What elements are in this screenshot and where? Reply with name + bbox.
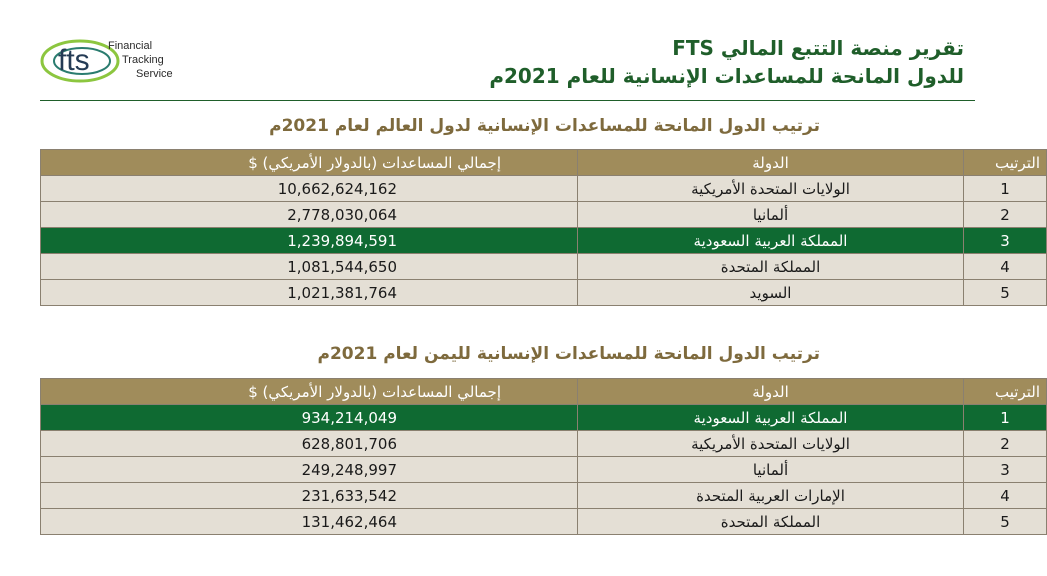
rank-cell: 1 (964, 176, 1047, 202)
table-row-highlighted (41, 228, 1047, 254)
rank-cell: 5 (964, 509, 1047, 535)
country-cell: ألمانيا (578, 457, 964, 483)
table-row (41, 483, 1047, 509)
amount-cell: 1,239,894,591 (41, 228, 578, 254)
amount-cell: 2,778,030,064 (41, 202, 578, 228)
rank-cell: 5 (964, 280, 1047, 306)
report-title-line1: تقرير منصة التتبع المالي FTS (672, 36, 964, 60)
amount-cell: 10,662,624,162 (41, 176, 578, 202)
table-row-highlighted (41, 405, 1047, 431)
table-row (41, 457, 1047, 483)
rank-cell: 4 (964, 254, 1047, 280)
amount-cell: 1,021,381,764 (41, 280, 578, 306)
table-row (41, 254, 1047, 280)
table-row (41, 280, 1047, 306)
amount-cell: 628,801,706 (41, 431, 578, 457)
table-row (41, 431, 1047, 457)
yemen-ranking-table (40, 378, 1047, 535)
amount-cell: 1,081,544,650 (41, 254, 578, 280)
rank-header: الترتيب (964, 379, 1047, 405)
amount-cell: 934,214,049 (41, 405, 578, 431)
rank-cell: 3 (964, 228, 1047, 254)
header-divider (40, 100, 975, 101)
report-title-line2: للدول المانحة للمساعدات الإنسانية للعام 2021م (489, 64, 964, 88)
country-header: الدولة (578, 150, 964, 176)
country-cell: الولايات المتحدة الأمريكية (578, 431, 964, 457)
country-cell: المملكة العربية السعودية (578, 405, 964, 431)
world-section-title: ترتيب الدول المانحة للمساعدات الإنسانية لدول العالم لعام 2021م (269, 116, 820, 136)
logo-mark-text: fts (58, 44, 90, 77)
country-cell: المملكة المتحدة (578, 254, 964, 280)
amount-cell: 249,248,997 (41, 457, 578, 483)
country-cell: السويد (578, 280, 964, 306)
country-cell: الولايات المتحدة الأمريكية (578, 176, 964, 202)
logo-wordmark (108, 39, 173, 81)
table-row (41, 509, 1047, 535)
table-header-row (41, 150, 1047, 176)
rank-cell: 4 (964, 483, 1047, 509)
logo-line-tracking: Tracking (122, 54, 164, 66)
logo-line-service: Service (136, 68, 173, 80)
world-ranking-table (40, 149, 1047, 306)
table-header-row (41, 379, 1047, 405)
table-row (41, 176, 1047, 202)
report-title (364, 34, 964, 90)
country-cell: ألمانيا (578, 202, 964, 228)
amount-header: إجمالي المساعدات (بالدولار الأمريكي) $ (41, 150, 578, 176)
country-header: الدولة (578, 379, 964, 405)
rank-cell: 2 (964, 202, 1047, 228)
country-cell: المملكة العربية السعودية (578, 228, 964, 254)
country-cell: الإمارات العربية المتحدة (578, 483, 964, 509)
table-row (41, 202, 1047, 228)
amount-cell: 231,633,542 (41, 483, 578, 509)
amount-cell: 131,462,464 (41, 509, 578, 535)
rank-cell: 3 (964, 457, 1047, 483)
rank-header: الترتيب (964, 150, 1047, 176)
yemen-section-title: ترتيب الدول المانحة للمساعدات الإنسانية لليمن لعام 2021م (317, 344, 820, 364)
rank-cell: 2 (964, 431, 1047, 457)
country-cell: المملكة المتحدة (578, 509, 964, 535)
logo-line-financial: Financial (108, 40, 153, 52)
fts-logo (40, 30, 200, 90)
amount-header: إجمالي المساعدات (بالدولار الأمريكي) $ (41, 379, 578, 405)
rank-cell: 1 (964, 405, 1047, 431)
